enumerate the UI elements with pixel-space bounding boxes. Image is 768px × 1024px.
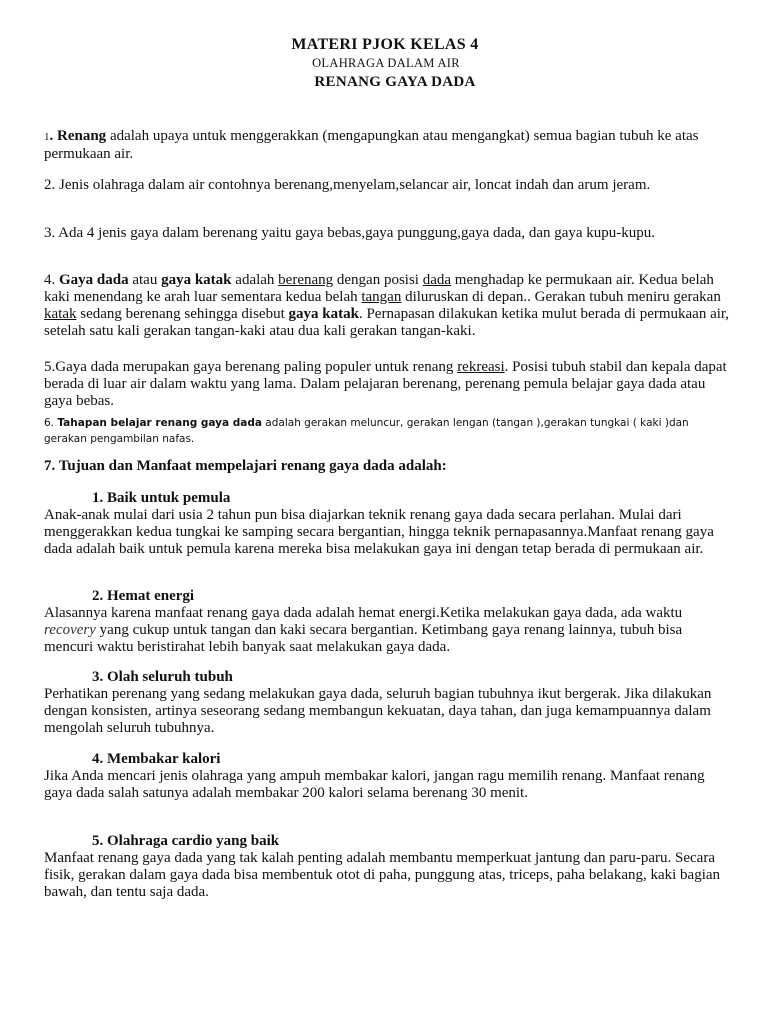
paragraph-1-term: Renang (57, 128, 107, 144)
benefit-4-body: Jika Anda mencari jenis olahraga yang ampuh membakar kalori, jangan ragu memilih renang. Manfaat renang gaya dada salah satunya adalah membakar 200 kalori selama berenang 30 menit. (44, 768, 705, 801)
p4-i: menghadap ke permukaan air. Kedua belah kaki menendang ke arah luar sementara kedua belah (44, 272, 714, 305)
p4-term-gaya-dada: Gaya dada (59, 272, 129, 288)
p4-c: atau (128, 272, 162, 288)
benefit-4-title: 4. Membakar kalori (92, 751, 221, 767)
paragraph-1 (44, 128, 734, 163)
p4-link-berenang[interactable]: berenang (278, 272, 334, 288)
paragraph-1-number: 1 (44, 131, 50, 143)
benefit-1-body: Anak-anak mulai dari usia 2 tahun pun bisa diajarkan teknik renang gaya dada secara perlahan. Mulai dari menggerakkan kedua tungkai ke samping secara bergantian, hingga teknik pernapasannya.Manfaat renang gaya dada adalah baik untuk pemula karena mereka bisa melakukan gaya ini dengan tetap berada di permukaan air. (44, 507, 714, 557)
document-topic: RENANG GAYA DADA (314, 74, 476, 90)
p5-link-rekreasi[interactable]: rekreasi (457, 359, 505, 375)
paragraph-3: 3. Ada 4 jenis gaya dalam berenang yaitu gaya bebas,gaya punggung,gaya dada, dan gaya kupu-kupu. (44, 225, 656, 241)
p4-e: adalah (231, 272, 279, 288)
p4-m: sedang berenang sehingga disebut (76, 306, 289, 322)
document-title: MATERI PJOK KELAS 4 (291, 36, 479, 53)
p6-text: adalah gerakan meluncur, gerakan lengan (tangan ),gerakan tungkai ( kaki )dan gerakan pengambilan nafas. (44, 417, 689, 445)
benefit-2-body (44, 605, 734, 656)
benefit-2-recovery: recovery (44, 622, 96, 638)
paragraph-1-dot: . (49, 128, 54, 144)
benefit-2-title: 2. Hemat energi (92, 588, 195, 604)
p4-term-gaya-katak-2: gaya katak (288, 306, 359, 322)
p4-link-dada[interactable]: dada (422, 272, 452, 288)
benefit-1-title: 1. Baik untuk pemula (92, 490, 231, 506)
p5-c: . Posisi tubuh stabil dan kepala dapat berada di luar air dalam waktu yang lama. Dalam pelajaran berenang, perenang pemula belajar gaya dada atau gaya bebas. (44, 359, 727, 409)
benefit-3-body: Perhatikan perenang yang sedang melakukan gaya dada, seluruh bagian tubuhnya ikut bergerak. Jika dilakukan dengan konsisten, artinya seseorang sedang membangun kekuatan, daya tahan, dan juga kemampuannya dalam mengolah seluruh tubuhnya. (44, 686, 712, 736)
p4-k: diluruskan di depan.. Gerakan tubuh meniru gerakan (401, 289, 721, 305)
p4-term-gaya-katak: gaya katak (161, 272, 232, 288)
p5-a: 5.Gaya dada merupakan gaya berenang paling populer untuk renang (44, 359, 458, 375)
p6-number: 6. (44, 417, 58, 429)
section-7-heading: 7. Tujuan dan Manfaat mempelajari renang gaya dada adalah: (44, 458, 447, 474)
p4-g: dengan posisi (333, 272, 423, 288)
paragraph-6 (44, 415, 734, 447)
p4-o: . Pernapasan dilakukan ketika mulut berada di permukaan air, setelah satu kali gerakan tangan-kaki atau dua kali gerakan tangan-kaki. (44, 306, 730, 339)
p4-link-tangan[interactable]: tangan (361, 289, 402, 305)
benefit-5-body: Manfaat renang gaya dada yang tak kalah penting adalah membantu memperkuat jantung dan paru-paru. Secara fisik, gerakan dalam gaya dada bisa membentuk otot di paha, punggung atas, triceps, paha belakang, kaki bagian bawah, dan tentu saja dada. (44, 850, 721, 900)
paragraph-2: 2. Jenis olahraga dalam air contohnya berenang,menyelam,selancar air, loncat indah dan arum jeram. (44, 177, 651, 193)
benefit-2-body-c: yang cukup untuk tangan dan kaki secara bergantian. Ketimbang gaya renang lainnya, tubuh bisa mencuri waktu beristirahat lebih banyak saat melakukan gaya dada. (44, 622, 683, 655)
benefit-5-title: 5. Olahraga cardio yang baik (92, 833, 280, 849)
benefit-2-body-a: Alasannya karena manfaat renang gaya dada adalah hemat energi.Ketika melakukan gaya dada, ada waktu (44, 605, 683, 621)
paragraph-4 (44, 272, 734, 340)
p4-a: 4. (44, 272, 59, 288)
benefit-3-title: 3. Olah seluruh tubuh (92, 669, 233, 685)
paragraph-5 (44, 359, 734, 410)
paragraph-1-text: adalah upaya untuk menggerakkan (mengapungkan atau mengangkat) semua bagian tubuh ke atas permukaan air. (44, 128, 699, 162)
document-subtitle: OLAHRAGA DALAM AIR (312, 56, 460, 70)
p4-link-katak[interactable]: katak (44, 306, 77, 322)
p6-term: Tahapan belajar renang gaya dada (57, 417, 262, 429)
